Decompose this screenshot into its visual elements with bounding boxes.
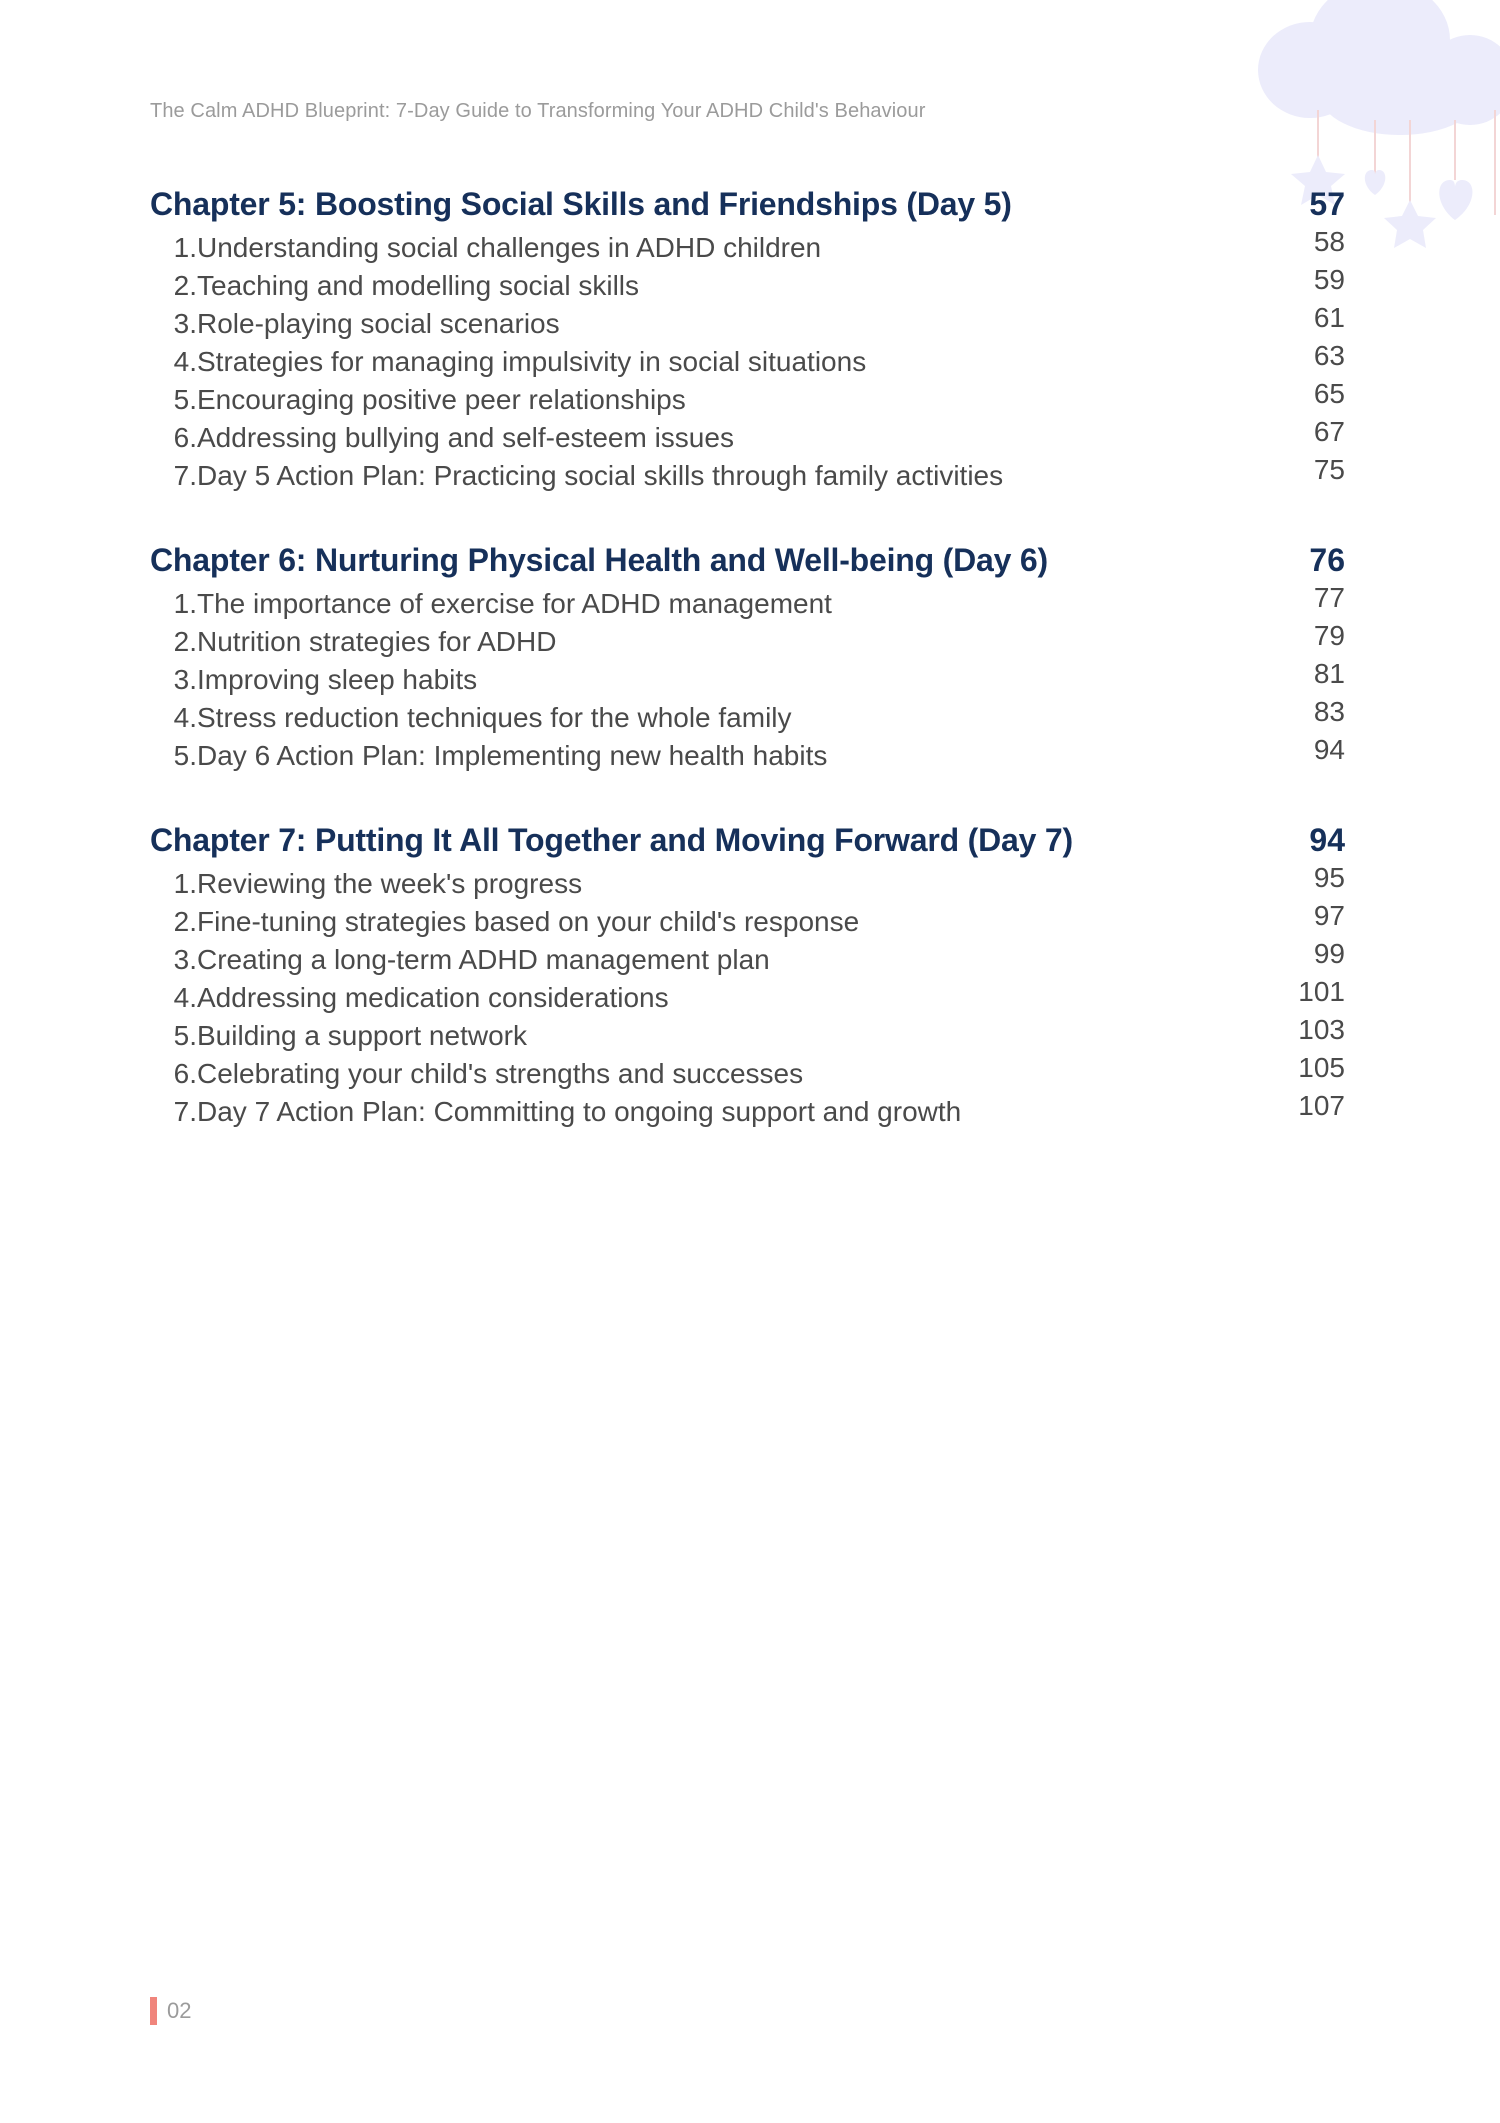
- item-number: 1.: [173, 868, 197, 899]
- toc-item[interactable]: [150, 416, 1345, 460]
- toc-item[interactable]: [150, 582, 1345, 626]
- table-of-contents: [150, 186, 1345, 1178]
- item-page-number: 94: [1313, 734, 1345, 765]
- item-label: Day 5 Action Plan: Practicing social skills through family activities: [197, 460, 1004, 491]
- item-label: Understanding social challenges in ADHD children: [197, 232, 822, 263]
- item-page-number: 59: [1313, 264, 1345, 295]
- item-page-number: 65: [1313, 378, 1345, 409]
- toc-item[interactable]: [150, 1052, 1345, 1096]
- chapter-page-number: 57: [1309, 186, 1345, 222]
- item-number: 3.: [173, 944, 197, 975]
- footer-accent-bar: [150, 1997, 157, 2025]
- item-number: 6.: [173, 422, 197, 453]
- chapter-title: Chapter 5: Boosting Social Skills and Friendships (Day 5): [150, 186, 1012, 222]
- toc-item[interactable]: [150, 696, 1345, 740]
- running-header: The Calm ADHD Blueprint: 7-Day Guide to Transforming Your ADHD Child's Behaviour: [150, 100, 926, 122]
- toc-chapter-5: [150, 186, 1345, 498]
- item-number: 4.: [173, 702, 197, 733]
- item-number: 7.: [173, 460, 197, 491]
- item-number: 4.: [173, 346, 197, 377]
- item-page-number: 67: [1313, 416, 1345, 447]
- toc-item[interactable]: [150, 378, 1345, 422]
- item-page-number: 58: [1313, 226, 1345, 257]
- toc-item[interactable]: [150, 264, 1345, 308]
- item-page-number: 103: [1298, 1014, 1345, 1045]
- toc-item[interactable]: [150, 620, 1345, 664]
- item-page-number: 75: [1313, 454, 1345, 485]
- toc-item[interactable]: [150, 900, 1345, 944]
- toc-chapter-6: [150, 542, 1345, 778]
- item-page-number: 107: [1298, 1090, 1345, 1121]
- chapter-heading[interactable]: [150, 186, 1345, 232]
- toc-item[interactable]: [150, 454, 1345, 498]
- chapter-items: [150, 226, 1345, 498]
- item-label: Building a support network: [197, 1020, 527, 1051]
- item-label: Addressing medication considerations: [197, 982, 669, 1013]
- page-number: 02: [167, 1998, 192, 2023]
- chapter-title: Chapter 6: Nurturing Physical Health and Well-being (Day 6): [150, 542, 1048, 578]
- item-page-number: 97: [1313, 900, 1345, 931]
- item-label: The importance of exercise for ADHD management: [197, 588, 832, 619]
- item-number: 4.: [173, 982, 197, 1013]
- item-label: Day 7 Action Plan: Committing to ongoing support and growth: [197, 1096, 962, 1127]
- item-label: Creating a long-term ADHD management plan: [197, 944, 770, 975]
- item-label: Reviewing the week's progress: [197, 868, 583, 899]
- item-number: 1.: [173, 232, 197, 263]
- item-label: Fine-tuning strategies based on your child's response: [197, 906, 860, 937]
- item-number: 2.: [173, 270, 197, 301]
- item-number: 5.: [173, 384, 197, 415]
- item-page-number: 79: [1313, 620, 1345, 651]
- item-label: Day 6 Action Plan: Implementing new health habits: [197, 740, 828, 771]
- item-number: 3.: [173, 664, 197, 695]
- item-number: 5.: [173, 740, 197, 771]
- toc-item[interactable]: [150, 862, 1345, 906]
- item-label: Nutrition strategies for ADHD: [197, 626, 557, 657]
- item-label: Role-playing social scenarios: [197, 308, 560, 339]
- item-label: Strategies for managing impulsivity in social situations: [197, 346, 867, 377]
- chapter-heading[interactable]: [150, 822, 1345, 868]
- item-number: 2.: [173, 626, 197, 657]
- item-number: 7.: [173, 1096, 197, 1127]
- item-number: 1.: [173, 588, 197, 619]
- item-label: Celebrating your child's strengths and successes: [197, 1058, 804, 1089]
- chapter-items: [150, 582, 1345, 778]
- item-number: 5.: [173, 1020, 197, 1051]
- chapter-page-number: 94: [1309, 822, 1345, 858]
- page-footer: [150, 1997, 191, 2025]
- item-page-number: 99: [1313, 938, 1345, 969]
- toc-chapter-7: [150, 822, 1345, 1134]
- item-number: 3.: [173, 308, 197, 339]
- toc-item[interactable]: [150, 302, 1345, 346]
- item-number: 2.: [173, 906, 197, 937]
- chapter-heading[interactable]: [150, 542, 1345, 588]
- toc-item[interactable]: [150, 734, 1345, 778]
- toc-item[interactable]: [150, 1090, 1345, 1134]
- chapter-items: [150, 862, 1345, 1134]
- item-page-number: 81: [1313, 658, 1345, 689]
- item-label: Improving sleep habits: [197, 664, 478, 695]
- item-label: Teaching and modelling social skills: [197, 270, 640, 301]
- item-number: 6.: [173, 1058, 197, 1089]
- item-page-number: 95: [1313, 862, 1345, 893]
- item-page-number: 63: [1313, 340, 1345, 371]
- item-label: Encouraging positive peer relationships: [197, 384, 686, 415]
- item-label: Addressing bullying and self-esteem issues: [197, 422, 734, 453]
- chapter-title: Chapter 7: Putting It All Together and Moving Forward (Day 7): [150, 822, 1073, 858]
- toc-item[interactable]: [150, 226, 1345, 270]
- item-page-number: 83: [1313, 696, 1345, 727]
- toc-item[interactable]: [150, 1014, 1345, 1058]
- toc-item[interactable]: [150, 340, 1345, 384]
- chapter-page-number: 76: [1309, 542, 1345, 578]
- toc-item[interactable]: [150, 976, 1345, 1020]
- item-label: Stress reduction techniques for the whole family: [197, 702, 792, 733]
- item-page-number: 101: [1298, 976, 1345, 1007]
- item-page-number: 105: [1298, 1052, 1345, 1083]
- toc-item[interactable]: [150, 658, 1345, 702]
- item-page-number: 77: [1313, 582, 1345, 613]
- item-page-number: 61: [1313, 302, 1345, 333]
- toc-item[interactable]: [150, 938, 1345, 982]
